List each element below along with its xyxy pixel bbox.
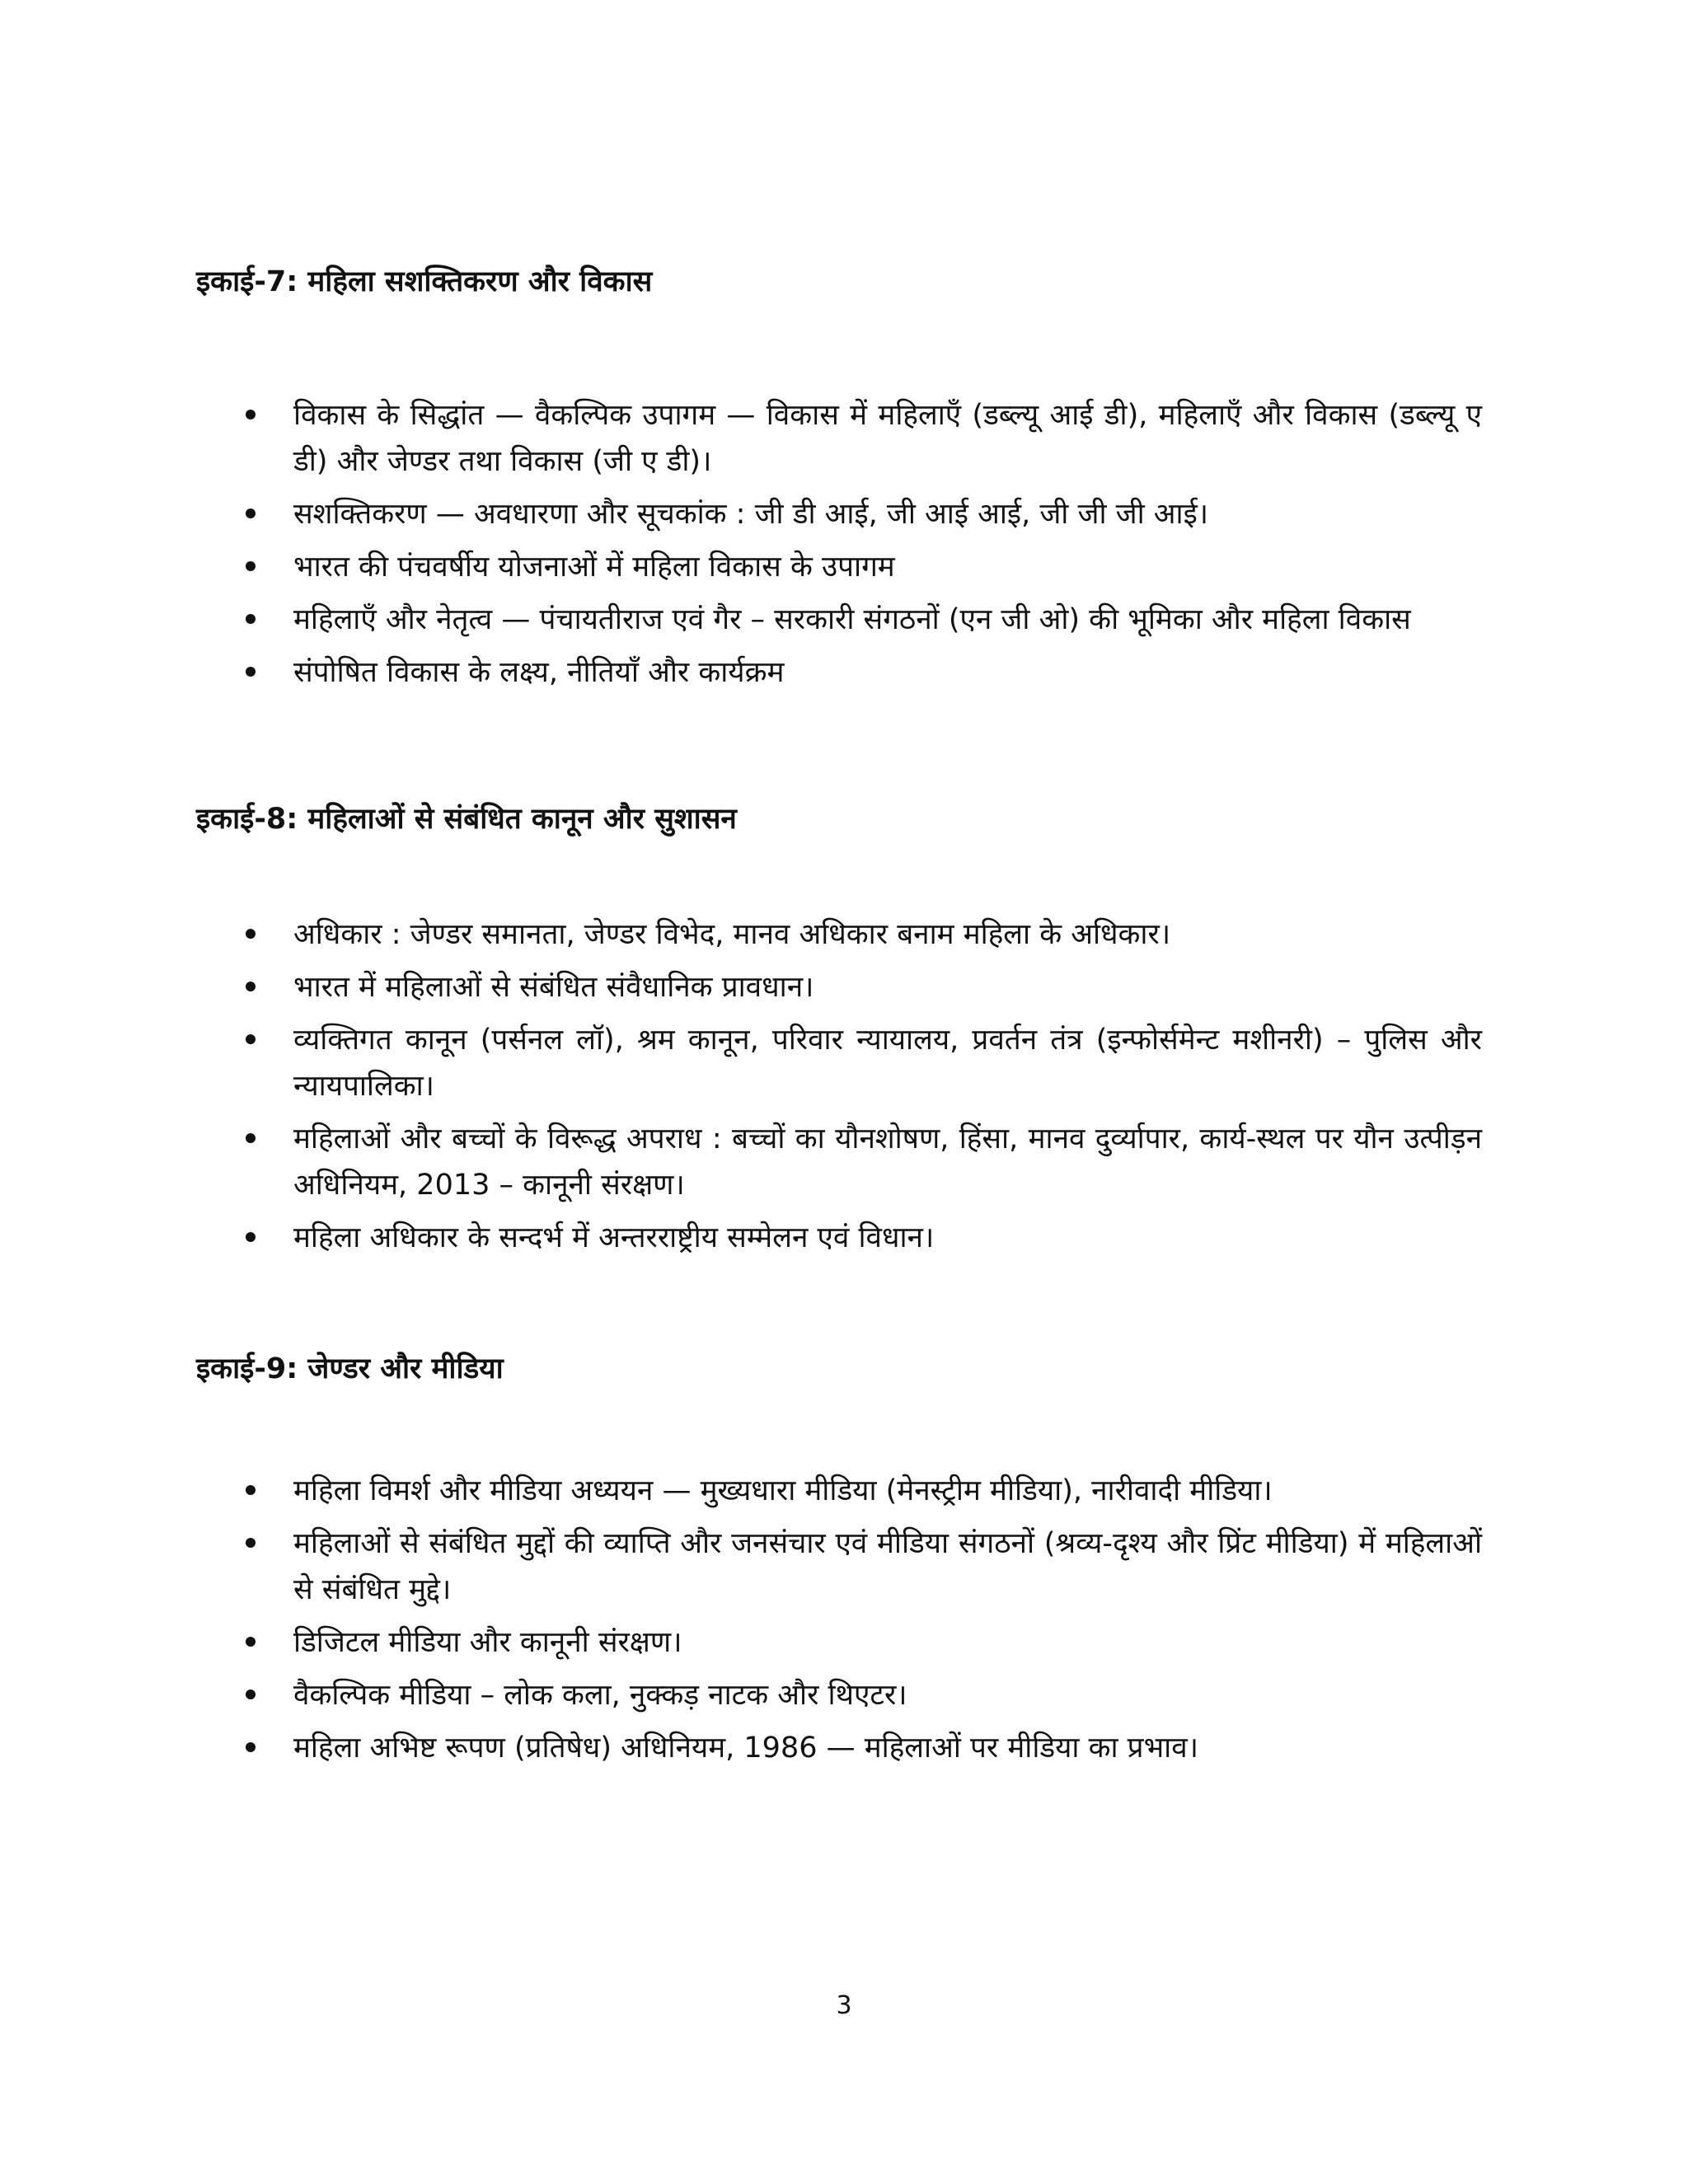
bullet-icon <box>246 929 256 939</box>
list-item-text: महिला अभिष्ट रूपण (प्रतिषेध) अधिनियम, 1986 — महिलाओं पर मीडिया का प्रभाव। <box>293 1732 1198 1765</box>
list-item <box>196 912 1482 958</box>
unit-9-title: इकाई-9: जेण्डर और मीडिया <box>196 1352 504 1385</box>
bullet-icon <box>246 667 256 677</box>
unit-8-section <box>196 799 1482 1268</box>
bullet-icon <box>246 1637 256 1647</box>
list-item <box>196 491 1482 537</box>
list-item-text: महिला विमर्श और मीडिया अध्ययन — मुख्यधारा मीडिया (मेनस्ट्रीम मीडिया), नारीवादी मीडिया। <box>293 1474 1273 1507</box>
bullet-icon <box>246 1538 256 1548</box>
bullet-icon <box>246 1133 256 1143</box>
bullet-icon <box>246 509 256 518</box>
list-item <box>196 1725 1482 1771</box>
bullet-icon <box>246 1034 256 1044</box>
page-number: 3 <box>836 1991 852 2020</box>
list-item-text: संपोषित विकास के लक्ष्य, नीतियाँ और कार्यक्रम <box>293 656 785 689</box>
unit-8-title: इकाई-8: महिलाओं से संबंधित कानून और सुशासन <box>196 803 737 836</box>
bullet-icon <box>246 1690 256 1699</box>
bullet-icon <box>246 410 256 419</box>
list-item-text: भारत में महिलाओं से संबंधित संवैधानिक प्रावधान। <box>293 971 814 1004</box>
bullet-icon <box>246 982 256 991</box>
bullet-icon <box>246 614 256 624</box>
unit-7-title: इकाई-7: महिला सशक्तिकरण और विकास <box>196 265 653 298</box>
list-item-text: विकास के सिद्धांत — वैकल्पिक उपागम — विकास में महिलाएँ (डब्ल्यू आई डी), महिलाएँ और विकास (डब्ल्यू ए डी) और जेण्डर तथा विकास (जी ए डी)। <box>293 399 1482 478</box>
list-item <box>196 544 1482 590</box>
list-item <box>196 1468 1482 1514</box>
list-item <box>196 1215 1482 1261</box>
list-item-text: महिला अधिकार के सन्दर्भ में अन्तरराष्ट्रीय सम्मेलन एवं विधान। <box>293 1221 935 1254</box>
list-item <box>196 1619 1482 1666</box>
list-item-text: व्यक्तिगत कानून (पर्सनल लॉ), श्रम कानून, परिवार न्यायालय, प्रवर्तन तंत्र (इन्फोर्समेन्ट मशीनरी) – पुलिस और न्यायपालिका। <box>293 1024 1482 1103</box>
list-item <box>196 1672 1482 1718</box>
list-item-text: वैकल्पिक मीडिया – लोक कला, नुक्कड़ नाटक और थिएटर। <box>293 1679 907 1712</box>
bullet-icon <box>246 1742 256 1752</box>
unit-9-list <box>196 1468 1482 1771</box>
list-item <box>196 1116 1482 1208</box>
list-item-text: महिलाओं से संबंधित मुद्दों की व्याप्ति और जनसंचार एवं मीडिया संगठनों (श्रव्य-दृश्य और प्रिंट मीडिया) में महिलाओं से संबंधित मुद्दे। <box>293 1527 1482 1606</box>
bullet-icon <box>246 561 256 571</box>
unit-7-section <box>196 262 1482 702</box>
list-item <box>196 597 1482 643</box>
bullet-icon <box>246 1232 256 1242</box>
list-item-text: महिलाएँ और नेतृत्व — पंचायतीराज एवं गैर – सरकारी संगठनों (एन जी ओ) की भूमिका और महिला विकास <box>293 603 1411 636</box>
list-item-text: महिलाओं और बच्चों के विरूद्ध अपराध : बच्चों का यौनशोषण, हिंसा, मानव दुर्व्यापार, कार्य-स्थल पर यौन उत्पीड़न अधिनियम, 2013 – कानूनी संरक्षण। <box>293 1122 1482 1202</box>
list-item-text: डिजिटल मीडिया और कानूनी संरक्षण। <box>293 1626 682 1659</box>
list-item <box>196 964 1482 1010</box>
list-item <box>196 1017 1482 1109</box>
unit-8-list <box>196 912 1482 1261</box>
list-item-text: अधिकार : जेण्डर समानता, जेण्डर विभेद, मानव अधिकार बनाम महिला के अधिकार। <box>293 918 1171 951</box>
list-item <box>196 392 1482 485</box>
list-item-text: भारत की पंचवर्षीय योजनाओं में महिला विकास के उपागम <box>293 551 895 583</box>
list-item <box>196 1521 1482 1613</box>
list-item <box>196 649 1482 696</box>
bullet-icon <box>246 1485 256 1495</box>
unit-7-list <box>196 392 1482 696</box>
list-item-text: सशक्तिकरण — अवधारणा और सूचकांक : जी डी आई, जी आई आई, जी जी जी आई। <box>293 498 1209 531</box>
unit-9-section <box>196 1349 1482 1778</box>
